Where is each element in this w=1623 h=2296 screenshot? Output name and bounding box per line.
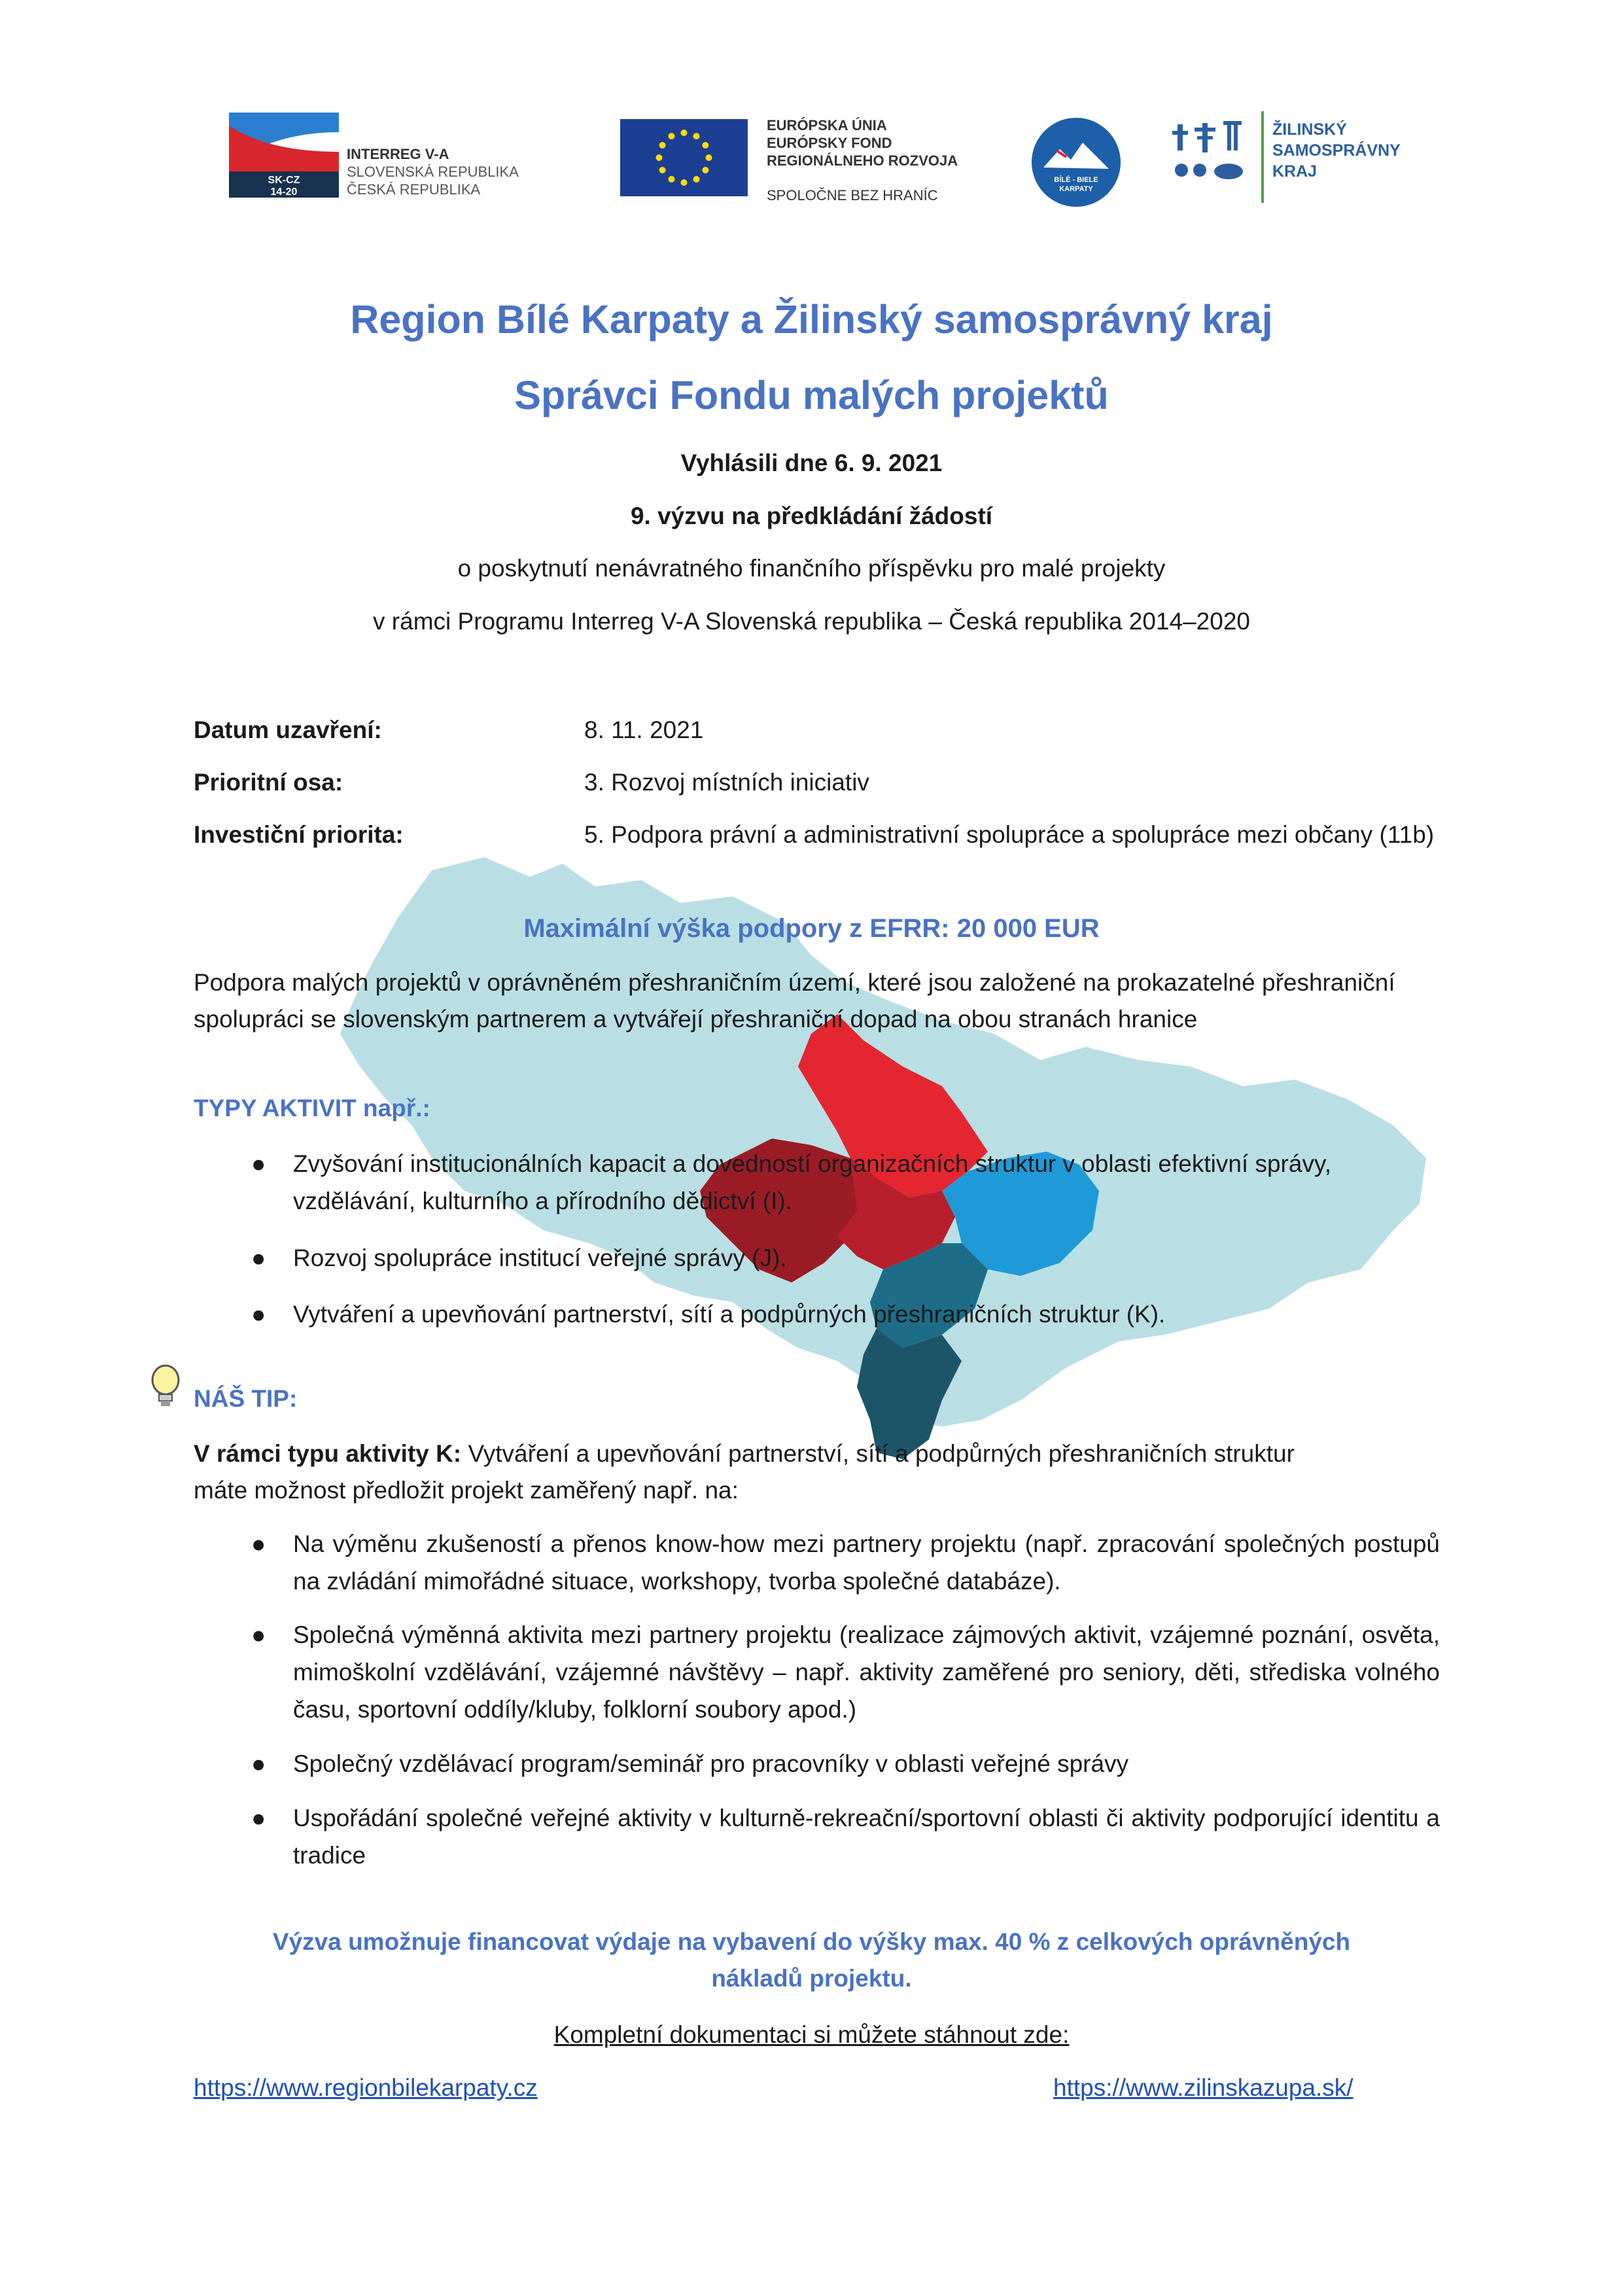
eu-text: EURÓPSKA ÚNIA EURÓPSKY FOND REGIONÁLNEHO ROZVOJA SPOLOČNE BEZ HRANÍC: [767, 117, 958, 203]
interreg-mark-text: SK-CZ: [268, 175, 300, 186]
eu-star-icon: [693, 176, 700, 183]
zsk-text: ŽILINSKÝ SAMOSPRÁVNY KRAJ: [1272, 120, 1401, 181]
eu-star-icon: [669, 176, 675, 183]
activity-item: ● Rozvoj spolupráce institucí veřejné správy (J).: [293, 1239, 1440, 1277]
activity-item: ● Zvyšování institucionálních kapacit a dovedností organizačních struktur v oblasti efektivní správy, vzdělávání, kulturního a přírodního dědictví (I).: [293, 1145, 1440, 1220]
bullet-icon: ●: [251, 1750, 266, 1777]
link-zilinska-zupa[interactable]: https://www.zilinskazupa.sk/: [1053, 2074, 1353, 2101]
max-support: Maximální výška podpory z EFRR: 20 000 EUR: [523, 914, 1100, 943]
bullet-icon: ●: [251, 1621, 266, 1648]
intro-paragraph: Podpora malých projektů v oprávněném přeshraničním území, které jsou založené na prokazatelné přeshraniční spolupráci se slovenským partnerem a vytvářejí přeshraniční dopad na obou stranách hranice: [194, 969, 1395, 1033]
zsk-emblem-icon: [1171, 118, 1249, 190]
detail-label-priority: Investiční priorita:: [194, 821, 404, 848]
eu-star-icon: [681, 179, 688, 186]
activity-item: ● Vytváření a upevňování partnerství, sítí a podpůrných přeshraničních struktur (K).: [293, 1296, 1440, 1333]
detail-label-axis: Prioritní osa:: [194, 769, 343, 796]
funding-note: Výzva umožnuje financovat výdaje na vybavení do výšky max. 40 % z celkových oprávněných nákladů projektu.: [272, 1928, 1351, 1992]
eu-star-icon: [702, 142, 708, 149]
download-note: Kompletní dokumentaci si můžete stáhnout zde:: [553, 2021, 1070, 2048]
tip-item: ● Společná výměnná aktivita mezi partnery projektu (realizace zájmových aktivit, vzájemné poznání, osvěta, mimoškolní vzdělávání, vzájemné návštěvy – např. aktivity zaměřené pro seniory, děti, střediska volného času, sportovní oddíly/kluby, folklorní soubory apod.): [293, 1616, 1440, 1728]
svg-text:BÍLÉ - BIELE: BÍLÉ - BIELE: [1054, 176, 1098, 184]
interreg-text: INTERREG V-A SLOVENSKÁ REPUBLIKA ČESKÁ REPUBLIKA: [347, 146, 519, 198]
eu-star-icon: [681, 130, 688, 136]
call-sub2: v rámci Programu Interreg V-A Slovenská republika – Česká republika 2014–2020: [373, 608, 1250, 635]
page-title: Region Bílé Karpaty a Žilinský samosprávný kraj: [350, 297, 1273, 342]
bullet-icon: ●: [251, 1301, 266, 1328]
bullet-icon: ●: [251, 1150, 266, 1177]
call-sub1: o poskytnutí nenávratného finančního příspěvku pro malé projekty: [457, 555, 1166, 582]
bullet-icon: ●: [251, 1805, 266, 1831]
lightbulb-icon: [149, 1364, 182, 1410]
tip-item: ● Společný vzdělávací program/seminář pro pracovníky v oblasti veřejné správy: [293, 1745, 1440, 1782]
page-subtitle: Správci Fondu malých projektů: [514, 373, 1109, 417]
tip-item: ● Na výměnu zkušeností a přenos know-how mezi partnery projektu (např. zpracování společných postupů na zvládání mimořádné situace, workshopy, tvorba společné databáze).: [293, 1525, 1440, 1600]
link-bile-karpaty[interactable]: https://www.regionbilekarpaty.cz: [194, 2074, 538, 2101]
call-title: 9. výzvu na předkládání žádostí: [630, 503, 993, 529]
interreg-logo: [229, 113, 339, 198]
svg-text:KARPATY: KARPATY: [1059, 185, 1093, 193]
eu-star-icon: [706, 154, 712, 161]
bile-karpaty-logo: [1030, 116, 1122, 208]
eu-star-icon: [669, 133, 675, 139]
tip-heading: NÁŠ TIP:: [194, 1385, 298, 1412]
eu-star-icon: [659, 167, 666, 173]
detail-value-closing: 8. 11. 2021: [584, 716, 704, 743]
tip-item: ● Uspořádání společné veřejné aktivity v kulturně-rekreační/sportovní oblasti či aktivity podporující identitu a tradice: [293, 1799, 1440, 1874]
eu-star-icon: [659, 142, 666, 149]
eu-star-icon: [702, 167, 708, 173]
bullet-icon: ●: [251, 1530, 266, 1557]
bullet-icon: ●: [251, 1245, 266, 1271]
detail-label-closing: Datum uzavření:: [194, 716, 382, 743]
svg-text:14-20: 14-20: [270, 186, 298, 198]
eu-flag-icon: [620, 119, 748, 196]
detail-value-priority: 5. Podpora právní a administrativní spolupráce a spolupráce mezi občany (11b): [584, 821, 1435, 848]
zsk-divider: [1261, 111, 1264, 203]
tip-lead: V rámci typu aktivity K: Vytváření a upevňování partnerství, sítí a podpůrných přeshraničních struktur máte možnost předložit projekt zaměřený např. na:: [194, 1440, 1295, 1504]
detail-value-axis: 3. Rozvoj místních iniciativ: [584, 769, 869, 796]
announce-date: Vyhlásili dne 6. 9. 2021: [680, 450, 943, 476]
eu-star-icon: [693, 133, 700, 139]
eu-star-icon: [656, 154, 663, 161]
activities-heading: TYPY AKTIVIT např.:: [194, 1095, 430, 1122]
